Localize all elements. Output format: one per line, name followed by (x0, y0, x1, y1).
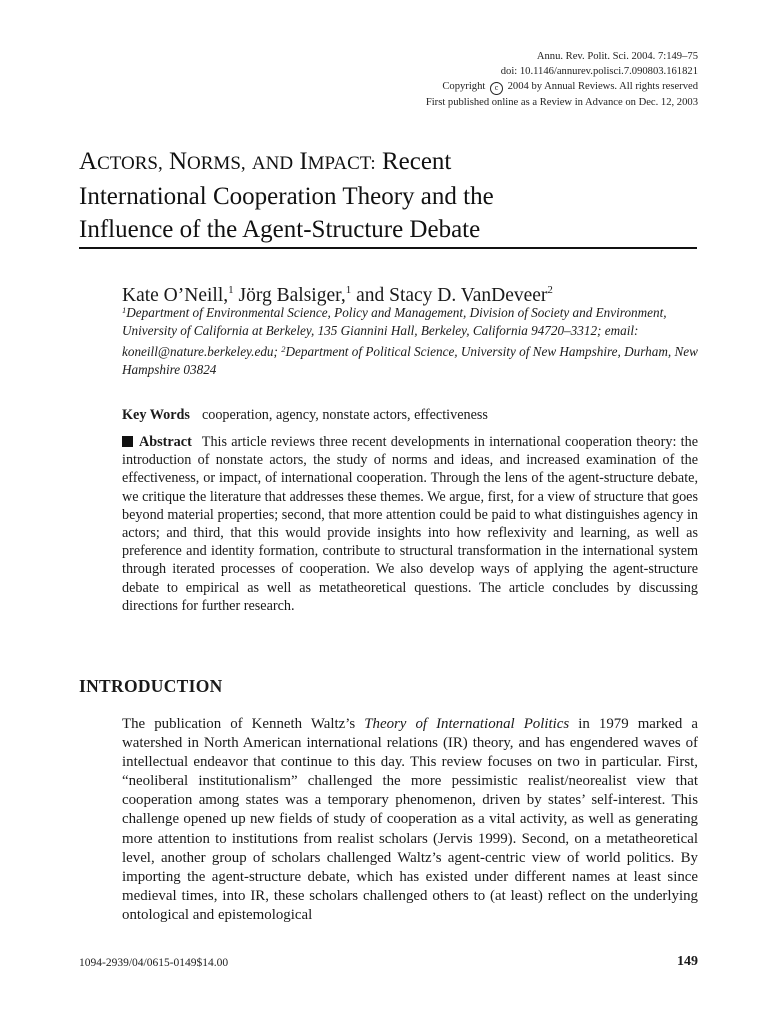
published-online-line: First published online as a Review in Advance on Dec. 12, 2003 (425, 97, 698, 108)
title-line-1 (79, 145, 709, 180)
title-word-1-rest: CTORS, (97, 153, 163, 174)
title-divider (79, 247, 697, 249)
title-line-2: International Cooperation Theory and the (79, 183, 494, 210)
copyright-prefix: Copyright (442, 81, 486, 92)
copyright-suffix: 2004 by Annual Reviews. All rights reserved (507, 81, 698, 92)
abstract-label: Abstract (139, 434, 192, 450)
abstract-text: This article reviews three recent developments in international cooperation theory: the introduction of nonstate actors, the study of norms and ideas, and increased examination of the effectiveness, or impact, of international cooperation. Through the lens of the agent-structure debate, we critique the literature that addresses these themes. We argue, first, for a view of structure that goes beyond material properties; second, that more attention could be paid to what distinguishes agency in actors; and third, that this would provide insights into how reflexivity and learning, as well as preference and identity formation, contribute to structural transformation in the international system through iterated processes of cooperation. We also develop ways of applying the agent-structure debate to empirical as well as metatheoretical questions. The article concludes by discussing directions for further research. (122, 434, 698, 614)
section-heading-introduction: INTRODUCTION (79, 676, 223, 696)
introduction-paragraph (122, 715, 698, 925)
affiliation-2-marker: 2 (281, 344, 286, 354)
affiliations (122, 301, 702, 379)
book-title: Theory of International Politics (364, 716, 570, 732)
page-number: 149 (677, 954, 698, 969)
author-3: and Stacy D. VanDeveer (356, 285, 548, 306)
author-3-affil: 2 (547, 284, 553, 296)
abstract (122, 433, 698, 615)
title-word-2-rest: ORMS, (187, 153, 246, 174)
affiliation-1: Department of Environmental Science, Policy and Management, Division of Society and Environment, University of California at Berkeley, 135 Giannini Hall, Berkeley, California 94720–3312; email: koneill@nature.berkeley.edu; (122, 305, 667, 359)
paragraph-text-post: in 1979 marked a watershed in North American international relations (IR) theory, and has engendered waves of intellectual endeavor that continue to this day. This review focuses on two in particular. First, “neoliberal institutionalism” challenged the more pessimistic realist/neorealist view that cooperation among states was a temporary phenomenon, driven by states’ self-interest. This challenge opened up new fields of study of cooperation as a vital activity, as well as generating more attention to institutions from realist scholars (Jervis 1999). Second, on a metatheoretical level, another group of scholars challenged Waltz’s agent-centric view of world politics. By importing the agent-structure debate, which has existed under different names at least since medieval times, into IR, these scholars challenged others to (at least) reflect on the underlying ontological and epistemological (122, 716, 699, 923)
affiliation-1-marker: 1 (122, 305, 127, 315)
title-line-1-tail: Recent (381, 148, 452, 175)
author-1-affil: 1 (228, 284, 234, 296)
paragraph-text-pre: The publication of Kenneth Waltz’s (122, 716, 365, 732)
copyright-line (426, 79, 698, 95)
abstract-square-icon (122, 436, 133, 447)
footer-code: 1094-2939/04/0615-0149$14.00 (79, 957, 229, 969)
title-line-3: Influence of the Agent-Structure Debate (79, 216, 481, 243)
copyright-symbol: c (490, 82, 503, 95)
title-word-1-cap: A (79, 148, 98, 175)
author-2-affil: 1 (345, 284, 352, 296)
affiliation-2: Department of Political Science, University of New Hampshire, Durham, New Hampshire 03824 (122, 344, 698, 377)
keywords-label: Key Words (122, 407, 190, 423)
author-2: Jörg Balsiger, (238, 285, 346, 306)
citation-line: Annu. Rev. Polit. Sci. 2004. 7:149–75 (536, 51, 698, 62)
doi-line: doi: 10.1146/annurev.polisci.7.090803.161821 (500, 66, 698, 77)
keywords-text: cooperation, agency, nonstate actors, effectiveness (201, 407, 488, 423)
keywords (122, 406, 698, 424)
author-1: Kate O’Neill, (122, 285, 229, 306)
article-title (79, 145, 709, 246)
title-word-4-rest: MPACT: (307, 153, 376, 174)
title-word-3: AND (251, 153, 294, 174)
title-word-2-cap: N (168, 148, 188, 175)
journal-header (426, 49, 698, 110)
title-word-4-cap: I (299, 148, 308, 175)
